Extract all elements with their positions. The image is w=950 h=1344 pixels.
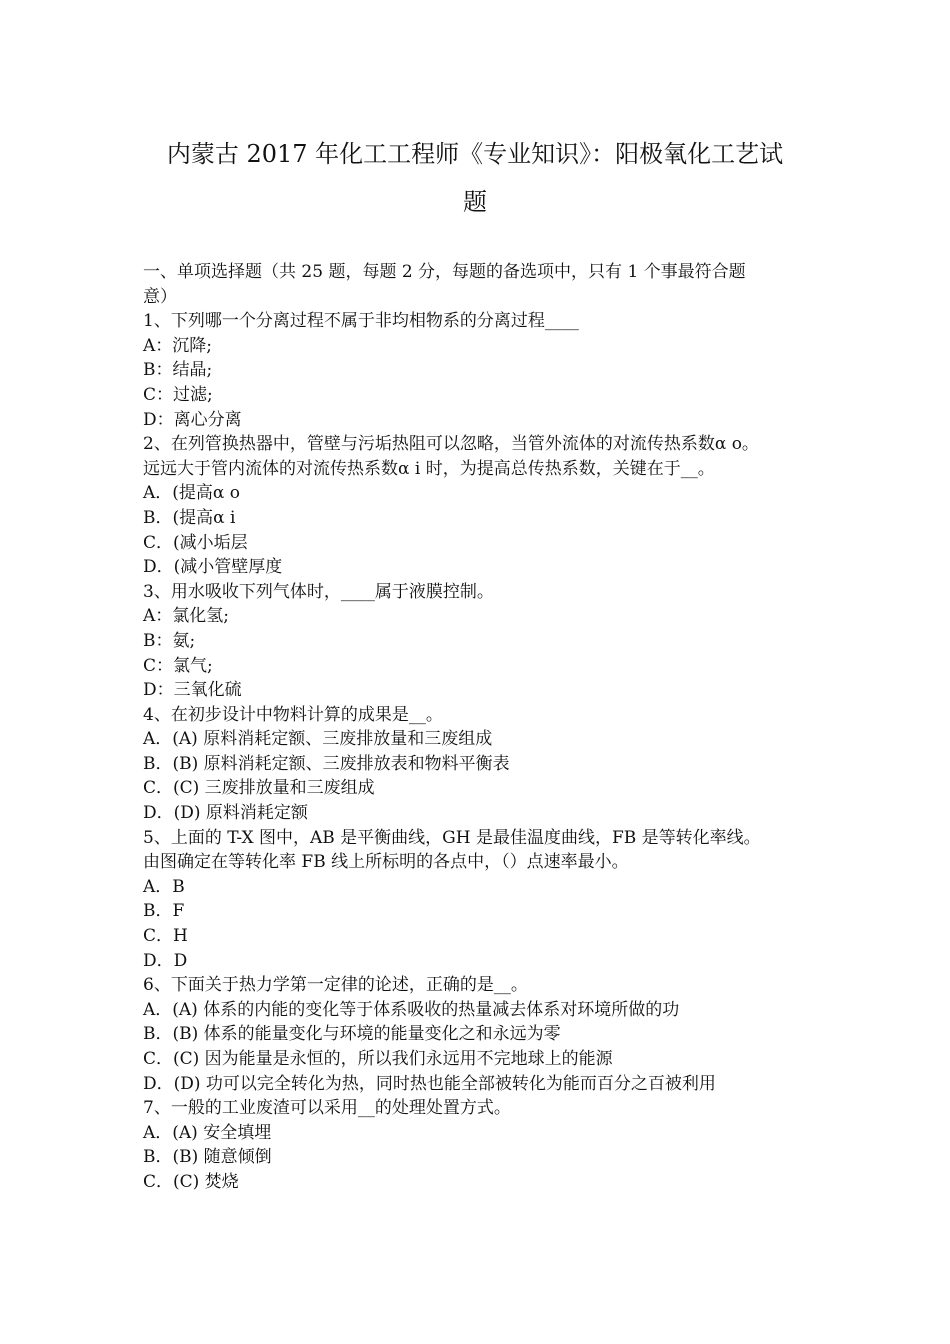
text-line: 意） [143, 286, 177, 307]
document-title [130, 130, 820, 226]
text-line: 一、单项选择题（共 25 题，每题 2 分，每题的备选项中，只有 1 个事最符合题 [143, 262, 746, 282]
text-line: A：氯化氢; [143, 606, 230, 627]
text-line: C：氯气; [143, 655, 213, 676]
text-line: D：三氧化硫 [143, 680, 242, 701]
text-line: A．(提高α o [143, 483, 241, 504]
text-line: D．(D) 功可以完全转化为热，同时热也能全部被转化为能而百分之百被利用 [143, 1073, 716, 1094]
text-line: B：结晶; [143, 360, 213, 381]
text-line: C．H [143, 926, 188, 947]
text-line: C：过滤; [143, 384, 213, 405]
text-line: C．(C) 焚烧 [143, 1171, 239, 1192]
text-line: C．(C) 因为能量是永恒的，所以我们永远用不完地球上的能源 [143, 1049, 613, 1069]
text-line: C．(减小垢层 [143, 532, 248, 553]
text-line: B．(B) 体系的能量变化与环境的能量变化之和永远为零 [143, 1024, 561, 1045]
text-line: B．(B) 原料消耗定额、三废排放表和物料平衡表 [143, 753, 510, 774]
text-line: A．B [143, 876, 185, 897]
text-line: D．(D) 原料消耗定额 [143, 803, 308, 824]
text-line: 1、下列哪一个分离过程不属于非均相物系的分离过程____ [143, 311, 579, 332]
text-line: 3、用水吸收下列气体时，____属于液膜控制。 [143, 581, 494, 602]
text-line: 5、上面的 T-X 图中，AB 是平衡曲线，GH 是最佳温度曲线，FB 是等转化率线。 [143, 827, 761, 848]
text-line: A：沉降; [143, 335, 213, 356]
text-line: D．D [143, 950, 188, 971]
question-body [143, 260, 813, 1195]
title-line-2: 题 [463, 188, 487, 216]
text-line: A．(A) 安全填埋 [143, 1122, 272, 1143]
text-line: 4、在初步设计中物料计算的成果是__。 [143, 704, 443, 725]
text-line: A．(A) 体系的内能的变化等于体系吸收的热量减去体系对环境所做的功 [143, 999, 680, 1020]
text-line: C．(C) 三废排放量和三废组成 [143, 778, 375, 799]
text-line: D：离心分离 [143, 409, 242, 430]
text-line: 7、一般的工业废渣可以采用__的处理处置方式。 [143, 1098, 511, 1119]
text-line: 6、下面关于热力学第一定律的论述，正确的是__。 [143, 975, 528, 996]
text-line: B．F [143, 901, 185, 922]
text-line: A．(A) 原料消耗定额、三废排放量和三废组成 [143, 729, 493, 750]
text-line: B：氨; [143, 630, 196, 651]
text-line: 远远大于管内流体的对流传热系数α i 时，为提高总传热系数，关键在于__。 [143, 458, 715, 479]
text-line: B．(提高α i [143, 507, 236, 528]
text-line: 2、在列管换热器中，管壁与污垢热阻可以忽略，当管外流体的对流传热系数α o。 [143, 434, 759, 455]
text-line: D．(减小管壁厚度 [143, 557, 283, 578]
title-line-1: 内蒙古 2017 年化工工程师《专业知识》：阳极氧化工艺试 [166, 140, 784, 168]
text-line: 由图确定在等转化率 FB 线上所标明的各点中，（）点速率最小。 [143, 852, 629, 873]
text-line: B．(B) 随意倾倒 [143, 1147, 272, 1168]
